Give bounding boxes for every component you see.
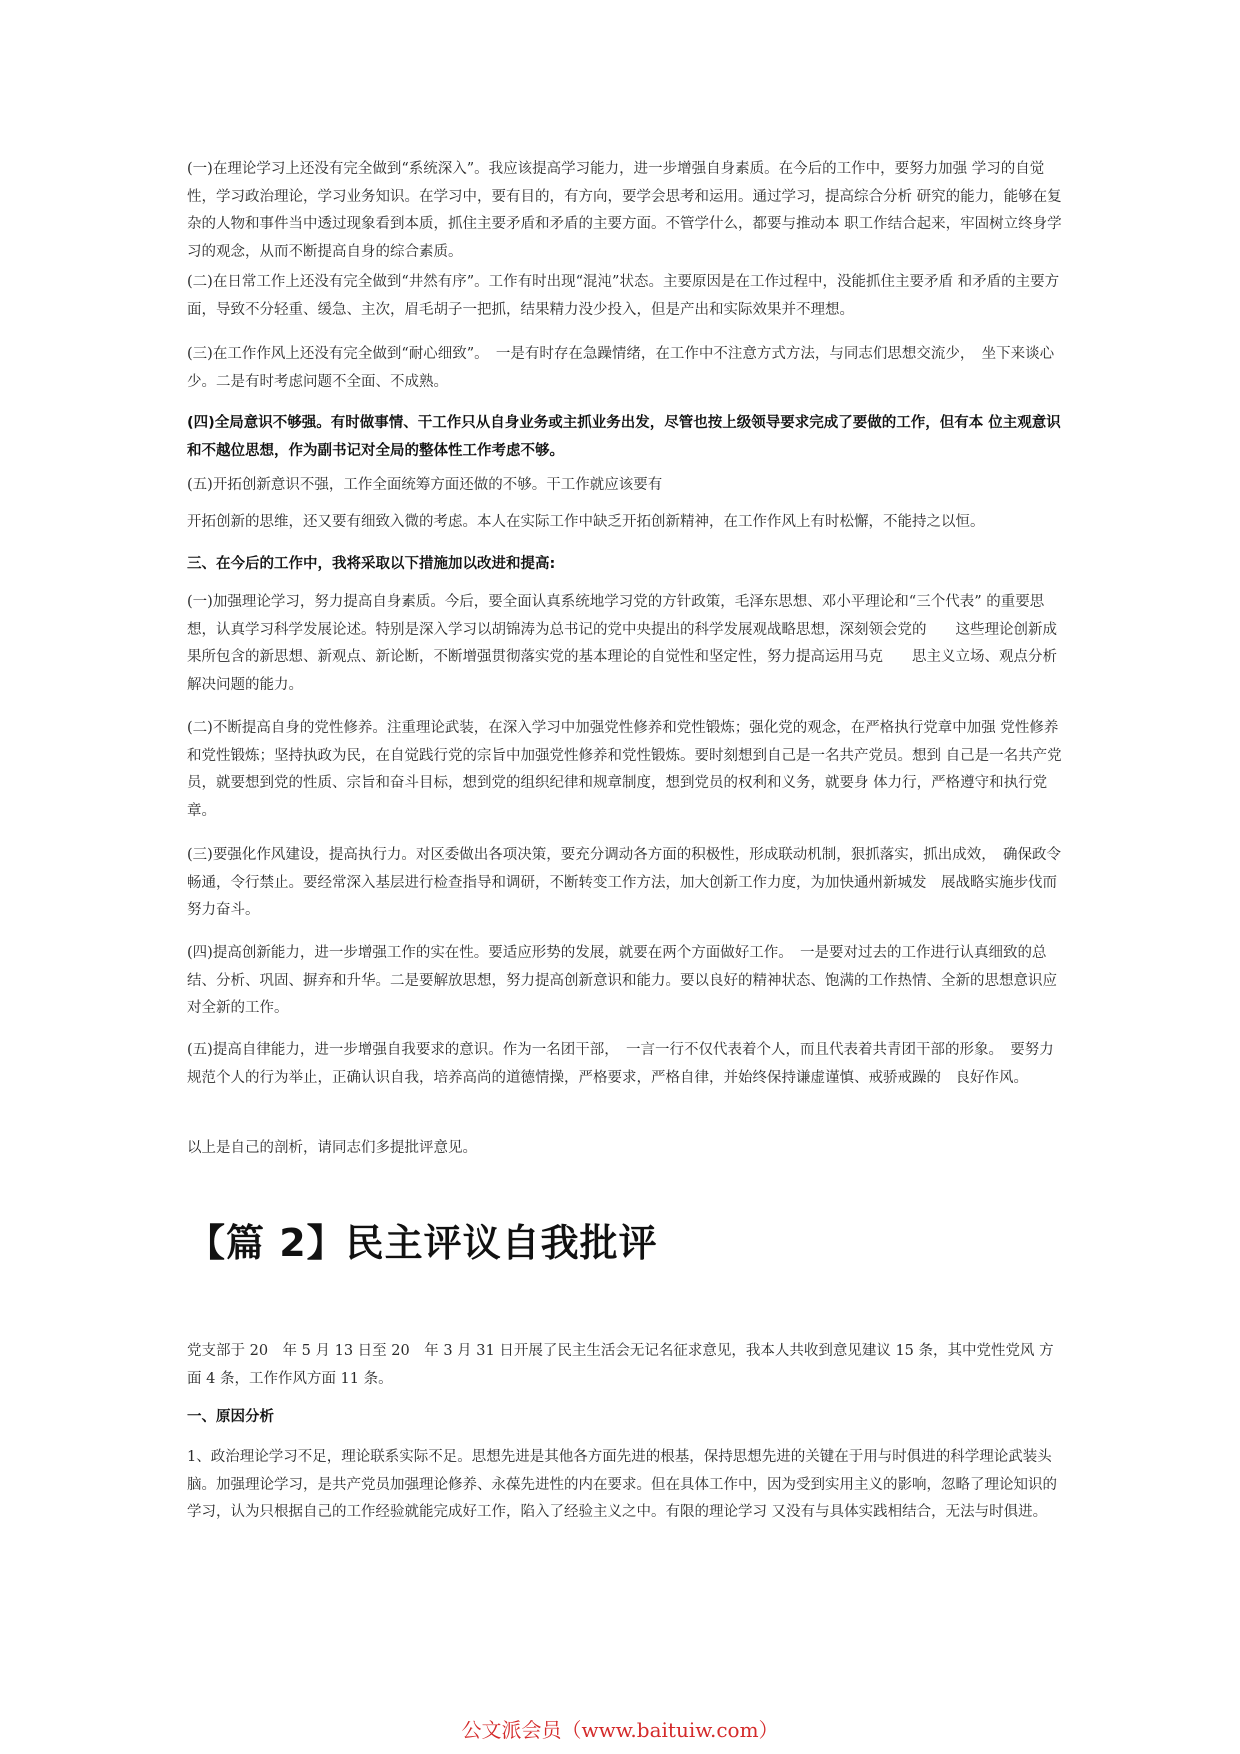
section-heading-cause-analysis: 一、原因分析 xyxy=(187,1409,274,1425)
paragraph-work-style-building: (三)要强化作风建设，提高执行力。对区委做出各项决策，要充分调动各方面的积极性，形成联动机制，狠抓落实，抓出成效， 确保政令畅通，令行禁止。要经常深入基层进行检查指导和调研，不断转变工作方法，加大创新工作力度，为加快通州新城发 展战略实施步伐而努力奋斗。 xyxy=(187,847,1062,918)
paragraph-innovation-continued: 开拓创新的思维，还又要有细致入微的考虑。本人在实际工作中缺乏开拓创新精神，在工作作风上有时松懈，不能持之以恒。 xyxy=(187,514,985,530)
paragraph-innovation: (五)开拓创新意识不强，工作全面统筹方面还做的不够。干工作就应该要有 xyxy=(187,477,663,493)
paragraph-theory-study: (一)在理论学习上还没有完全做到“系统深入”。我应该提高学习能力，进一步增强自身素质。在今后的工作中，要努力加强 学习的自觉性，学习政治理论，学习业务知识。在学习中，要有目的，有方向，要学会思考和运用。通过学习，提高综合分析 研究的能力，能够在复杂的人物和事件当中透过现象看到本质，抓住主要矛盾和矛盾的主要方面。不管学什么，都要与推动本 职工作结合起来，牢固树立终身学习的观念，从而不断提高自身的综合素质。 xyxy=(187,161,1062,260)
paragraph-work-style: (三)在工作作风上还没有完全做到“耐心细致”。 一是有时存在急躁情绪，在工作中不注意方式方法，与同志们思想交流少， 坐下来谈心少。二是有时考虑问题不全面、不成熟。 xyxy=(187,346,1055,390)
footer-watermark: 公文派会员（www.baituiw.com） xyxy=(461,1718,779,1742)
paragraph-strengthen-theory: (一)加强理论学习，努力提高自身素质。今后，要全面认真系统地学习党的方针政策，毛泽东思想、邓小平理论和“三个代表” 的重要思想，认真学习科学发展论述。特别是深入学习以胡锦涛为总书记的党中央提出的科学发展观战略思想，深刻领会党的 这些理论创新成果所包含的新思想、新观点、新论断，不断增强贯彻落实党的基本理论的自觉性和坚定性，努力提高运用马克 思主义立场、观点分析解决问题的能力。 xyxy=(187,594,1057,693)
paragraph-overall-awareness: (四)全局意识不够强。有时做事情、干工作只从自身业务或主抓业务出发，尽管也按上级领导要求完成了要做的工作，但有本 位主观意识和不越位思想，作为副书记对全局的整体性工作考虑不够。 xyxy=(187,415,1061,459)
paragraph-theory-shortfall: 1、政治理论学习不足，理论联系实际不足。思想先进是其他各方面先进的根基，保持思想先进的关键在于用与时俱进的科学理论武装头脑。加强理论学习，是共产党员加强理论修养、永葆先进性的内在要求。但在具体工作中，因为受到实用主义的影响，忽略了理论知识的学习，认为只根据自己的工作经验就能完成好工作，陷入了经验主义之中。有限的理论学习 又没有与具体实践相结合，无法与时俱进。 xyxy=(187,1449,1057,1520)
paragraph-daily-work: (二)在日常工作上还没有完全做到“井然有序”。工作有时出现“混沌”状态。主要原因是在工作过程中，没能抓住主要矛盾 和矛盾的主要方面，导致不分轻重、缓急、主次，眉毛胡子一把抓，结果精力没少投入，但是产出和实际效果并不理想。 xyxy=(187,274,1060,318)
paragraph-self-discipline: (五)提高自律能力，进一步增强自我要求的意识。作为一名团干部， 一言一行不仅代表着个人，而且代表着共青团干部的形象。 要努力规范个人的行为举止，正确认识自我，培养高尚的道德情操，严格要求，严格自律，并始终保持谦虚谨慎、戒骄戒躁的 良好作风。 xyxy=(187,1042,1054,1086)
section-heading-improvements: 三、在今后的工作中，我将采取以下措施加以改进和提高: xyxy=(187,556,556,572)
paragraph-innovation-ability: (四)提高创新能力，进一步增强工作的实在性。要适应形势的发展，就要在两个方面做好工作。 一是要对过去的工作进行认真细致的总结、分析、巩固、摒弃和升华。二是要解放思想，努力提高创新意识和能力。要以良好的精神状态、饱满的工作热情、全新的思想意识应对全新的工作。 xyxy=(187,945,1057,1016)
article-title: 【篇 2】民主评议自我批评 xyxy=(187,1221,658,1265)
paragraph-closing: 以上是自己的剖析，请同志们多提批评意见。 xyxy=(187,1140,477,1156)
paragraph-party-cultivation: (二)不断提高自身的党性修养。注重理论武装，在深入学习中加强党性修养和党性锻炼；强化党的观念，在严格执行党章中加强 党性修养和党性锻炼；坚持执政为民，在自觉践行党的宗旨中加强党性修养和党性锻炼。要时刻想到自己是一名共产党员。想到 自己是一名共产党员，就要想到党的性质、宗旨和奋斗目标，想到党的组织纪律和规章制度，想到党员的权利和义务，就要身 体力行，严格遵守和执行党章。 xyxy=(187,720,1062,819)
paragraph-intro: 党支部于 20 年 5 月 13 日至 20 年 3 月 31 日开展了民主生活会无记名征求意见，我本人共收到意见建议 15 条，其中党性党风 方面 4 条，工作作风方面 11 条。 xyxy=(187,1343,1054,1387)
